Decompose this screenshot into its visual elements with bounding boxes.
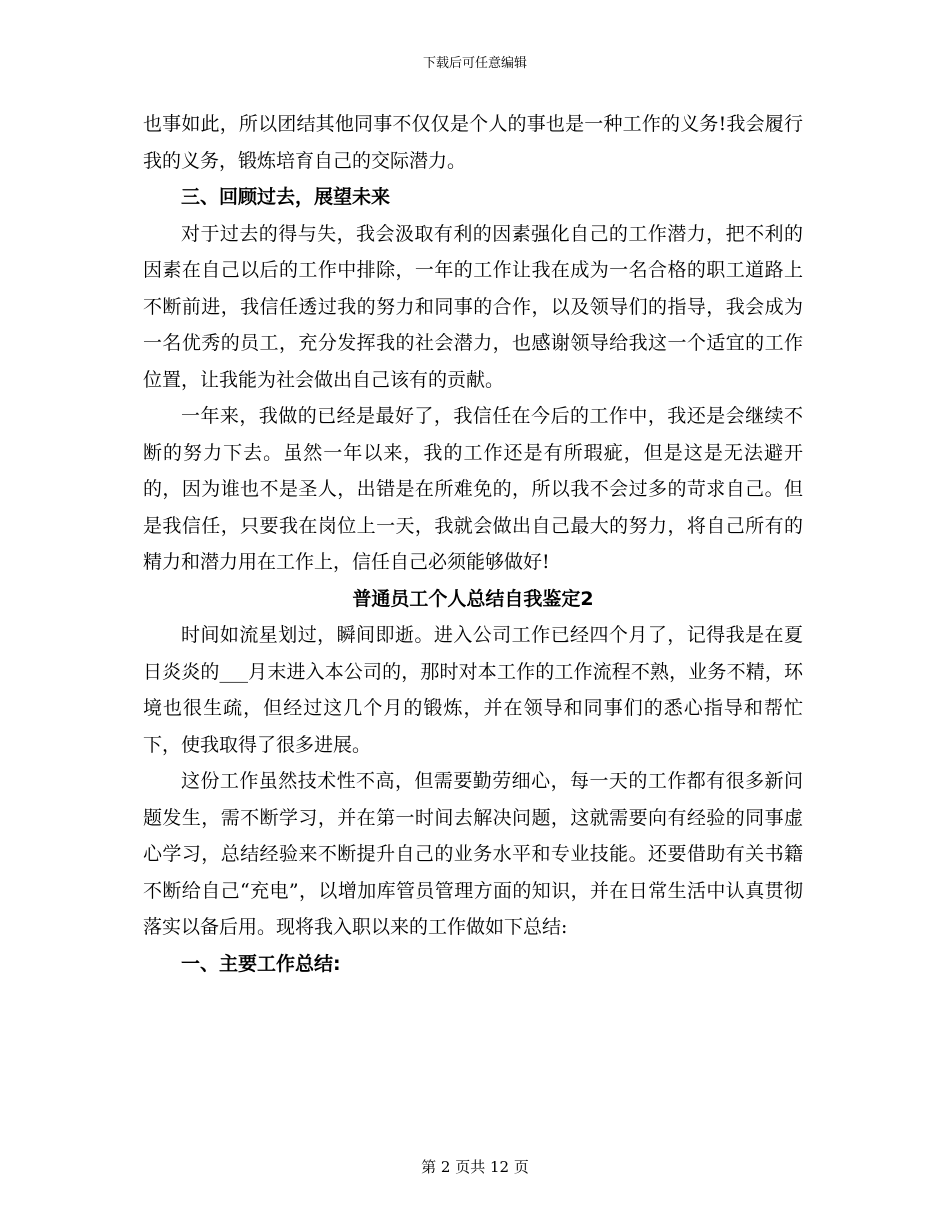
document-body <box>143 106 803 982</box>
paragraph: 对于过去的得与失，我会汲取有利的因素强化自己的工作潜力，把不利的因素在自己以后的工作中排除，一年的工作让我在成为一名合格的职工道路上不断前进，我信任透过我的努力和同事的合作，以及领导们的指导，我会成为一名优秀的员工，充分发挥我的社会潜力，也感谢领导给我这一个适宜的工作位置，让我能为社会做出自己该有的贡献。 <box>143 222 803 391</box>
section-heading: 三、回顾过去，展望未来 <box>181 186 391 208</box>
document-title: 普通员工个人总结自我鉴定2 <box>352 587 594 610</box>
paragraph: 也事如此，所以团结其他同事不仅仅是个人的事也是一种工作的义务!我会履行我的义务，锻炼培育自己的交际潜力。 <box>143 113 803 172</box>
page-header: 下载后可任意编辑 <box>422 56 527 71</box>
paragraph: 时间如流星划过，瞬间即逝。进入公司工作已经四个月了，记得我是在夏日炎炎的___月末进入本公司的，那时对本工作的工作流程不熟，业务不精，环境也很生疏，但经过这几个月的锻炼，并在领导和同事们的悉心指导和帮忙下，使我取得了很多进展。 <box>143 624 803 756</box>
section-heading: 一、主要工作总结: <box>181 952 341 975</box>
paragraph: 一年来，我做的已经是最好了，我信任在今后的工作中，我还是会继续不断的努力下去。虽然一年以来，我的工作还是有所瑕疵，但是这是无法避开的，因为谁也不是圣人，出错是在所难免的，所以我不会过多的苛求自己。但是我信任，只要我在岗位上一天，我就会做出自己最大的努力，将自己所有的精力和潜力用在工作上，信任自己必须能够做好! <box>143 405 803 573</box>
page-number: 第 2 页共 12 页 <box>421 1158 529 1176</box>
paragraph: 这份工作虽然技术性不高，但需要勤劳细心，每一天的工作都有很多新问题发生，需不断学习，并在第一时间去解决问题，这就需要向有经验的同事虚心学习，总结经验来不断提升自己的业务水平和专业技能。还要借助有关书籍不断给自己“充电”，以增加库管员管理方面的知识，并在日常生活中认真贯彻落实以备后用。现将我入职以来的工作做如下总结: <box>143 770 803 938</box>
